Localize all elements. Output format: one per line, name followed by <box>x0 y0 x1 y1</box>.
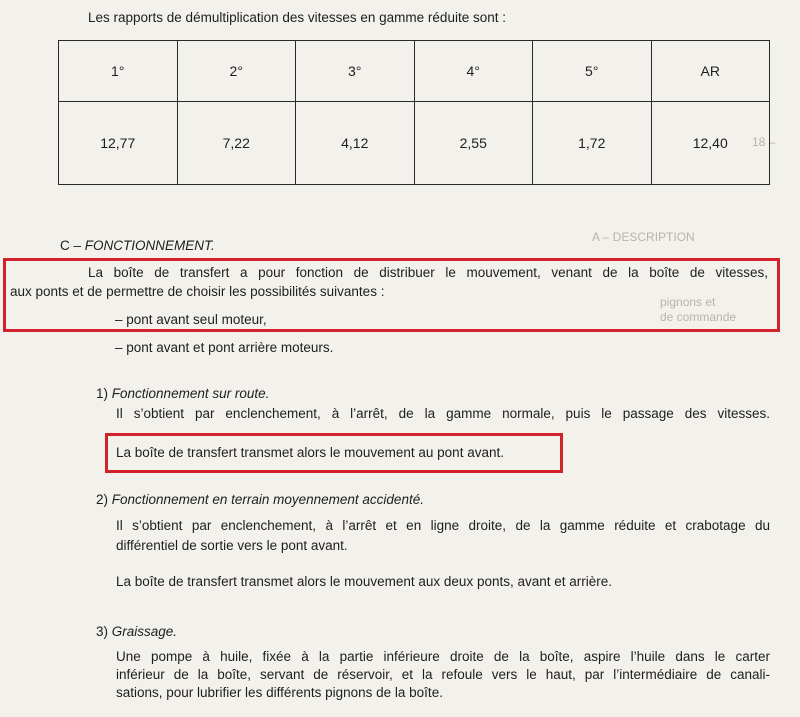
paragraph-line: Une pompe à huile, fixée à la partie inférieure droite de la boîte, aspire l’huile dans le carter <box>116 649 770 664</box>
paragraph-line: inférieur de la boîte, servant de réservoir, et la refoule vers le haut, par l’intermédiaire de canali- <box>116 667 770 682</box>
section-prefix: C – <box>60 238 82 253</box>
paragraph-line: La boîte de transfert a pour fonction de distribuer le mouvement, venant de la boîte de vitesses, <box>88 265 768 280</box>
ratio-value-cell: 7,22 <box>177 102 296 185</box>
bleed-through-text: de commande <box>660 310 737 324</box>
ratio-value-cell: 12,40 <box>651 102 770 185</box>
bleed-through-text: A – DESCRIPTION <box>592 230 695 244</box>
section-heading <box>60 238 215 254</box>
table-value-row <box>59 102 770 185</box>
paragraph-line: Il s’obtient par enclenchement, à l’arrêt, de la gamme normale, puis le passage des vitesses. <box>116 406 770 421</box>
paragraph-line: sations, pour lubrifier les différents pignons de la boîte. <box>116 685 443 700</box>
paragraph-line: La boîte de transfert transmet alors le mouvement aux deux ponts, avant et arrière. <box>116 574 613 589</box>
paragraph-line: Il s’obtient par enclenchement, à l’arrêt et en ligne droite, de la gamme réduite et crabotage du <box>116 518 770 533</box>
section-title: FONCTIONNEMENT. <box>84 238 215 253</box>
bleed-through-text: 18 – <box>752 135 776 149</box>
gear-header-cell: AR <box>651 41 770 102</box>
gear-header-cell: 3° <box>296 41 415 102</box>
subsection-heading <box>96 492 424 508</box>
gear-header-cell: 2° <box>177 41 296 102</box>
intro-text: Les rapports de démultiplication des vitesses en gamme réduite sont : <box>88 10 506 25</box>
subsection-title: Graissage. <box>111 624 178 639</box>
paragraph-line: aux ponts et de permettre de choisir les possibilités suivantes : <box>10 284 385 299</box>
ratio-value-cell: 2,55 <box>414 102 533 185</box>
gear-ratio-table <box>58 40 770 185</box>
subsection-number: 1) <box>96 386 109 401</box>
subsection-number: 3) <box>96 624 109 639</box>
subsection-heading <box>96 624 177 640</box>
highlighted-text: La boîte de transfert transmet alors le mouvement au pont avant. <box>116 445 504 460</box>
highlight-box <box>3 258 780 332</box>
subsection-heading <box>96 386 269 402</box>
ratio-value-cell: 4,12 <box>296 102 415 185</box>
subsection-title: Fonctionnement sur route. <box>111 386 270 401</box>
ratio-value-cell: 1,72 <box>533 102 652 185</box>
subsection-title: Fonctionnement en terrain moyennement accidenté. <box>111 492 424 507</box>
ratio-value-cell: 12,77 <box>59 102 178 185</box>
gear-header-cell: 5° <box>533 41 652 102</box>
list-item: – pont avant et pont arrière moteurs. <box>115 340 334 355</box>
table-header-row <box>59 41 770 102</box>
gear-header-cell: 4° <box>414 41 533 102</box>
subsection-number: 2) <box>96 492 109 507</box>
paragraph-line: différentiel de sortie vers le pont avant. <box>116 538 348 553</box>
gear-header-cell: 1° <box>59 41 178 102</box>
highlight-box <box>105 433 563 473</box>
bleed-through-text: pignons et <box>660 295 716 309</box>
list-item: – pont avant seul moteur, <box>115 312 267 327</box>
